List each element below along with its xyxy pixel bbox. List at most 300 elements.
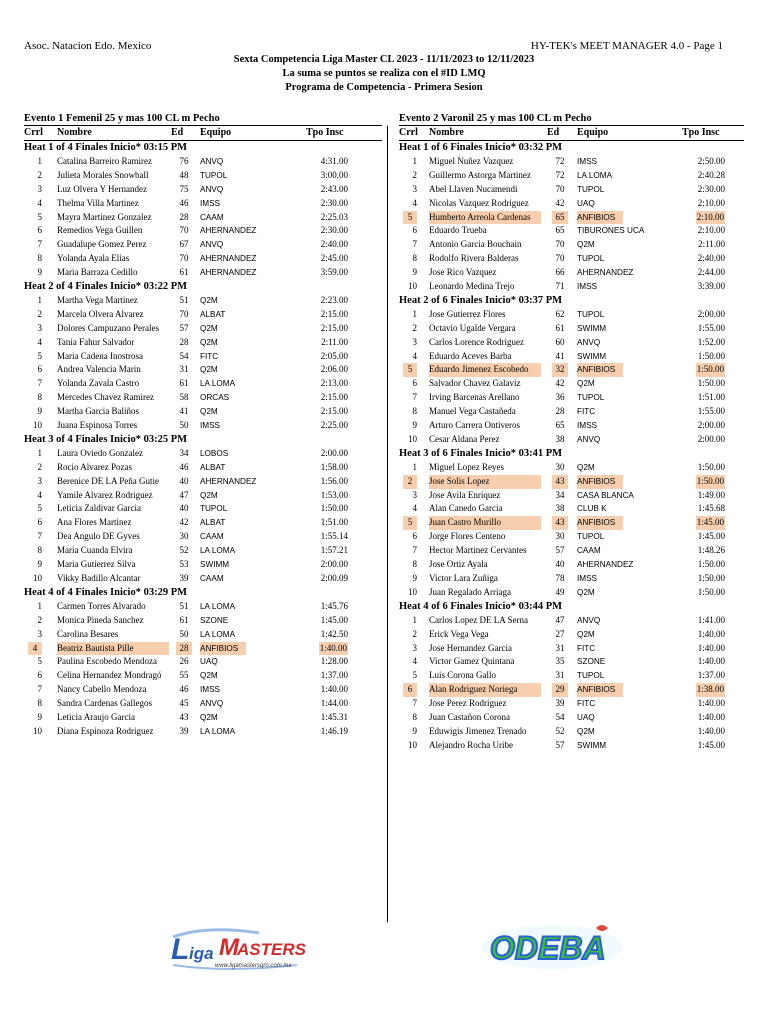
lane-number: 2 [37,308,42,319]
lane-number: 5 [37,211,42,222]
swimmer-name: Juan Castañon Corona [429,711,510,722]
lane-number: 8 [37,253,42,264]
lane-number: 4 [37,336,42,347]
lane-number: 4 [412,656,417,667]
swimmer-name: Irving Barcenas Arellano [429,392,520,403]
seed-time: 1:55.14 [320,531,348,542]
heat-header: Heat 3 of 4 Finales Inicio* 03:25 PM [24,433,188,445]
event-title: Evento 1 Femenil 25 y mas 100 CL m Pecho [24,113,220,124]
swimmer-team: Q2M [577,587,595,597]
seed-time: 1:52.00 [697,336,725,347]
lane-number: 6 [37,517,42,528]
seed-time: 1:48.26 [697,545,725,556]
seed-time: 1:45.76 [320,600,348,611]
swimmer-name: Carmen Torres Alvarado [57,600,146,611]
swimmer-name: Juana Espinosa Torres [57,420,138,431]
swimmer-team: Q2M [577,240,595,250]
lane-number: 8 [412,559,417,570]
heat-header: Heat 1 of 4 Finales Inicio* 03:15 PM [24,142,188,153]
seed-time: 2:00.00 [320,559,348,570]
swimmer-name: Eduwigis Jimenez Trenado [429,725,527,736]
seed-time: 1:55.00 [697,406,725,417]
logo-url: www.ligamastersqro.com.mx [215,963,292,969]
lane-number: 1 [37,447,42,458]
swimmer-team: CAAM [200,573,224,583]
swimmer-age: 61 [555,322,565,333]
swimmer-team: TUPOL [200,504,228,514]
seed-time: 1:37.00 [320,670,348,681]
swimmer-team: TUPOL [577,309,605,319]
meet-title: Sexta Competencia Liga Master CL 2023 - 11/11/2023 to 12/11/2023 [233,54,535,65]
swimmer-age: 43 [552,475,568,489]
table-row [399,572,744,586]
swimmer-team: AHERNANDEZ [577,268,634,278]
table-row [399,725,744,739]
seed-time: 2:40.28 [697,169,725,180]
lane-number: 10 [33,420,42,431]
lane-number: 7 [412,239,417,250]
table-row [24,419,382,433]
swimmer-name: Monica Pineda Sanchez [57,614,144,625]
swimmer-age: 51 [179,600,189,611]
table-row [24,252,382,266]
lane-number: 6 [412,378,417,389]
seed-time: 1:40.00 [320,684,348,695]
seed-time: 2:00.00 [320,447,348,458]
table-row [399,642,744,656]
swimmer-age: 65 [555,225,565,236]
col-header-lane: Crrl [399,127,418,138]
seed-time: 1:58.00 [320,461,348,472]
lane-number: 10 [408,586,417,597]
swimmer-team: IMSS [577,421,598,431]
swimmer-team: TUPOL [577,184,605,194]
seed-time: 1:40.00 [697,628,725,639]
swimmer-name: Alejandro Rocha Uribe [429,739,513,750]
seed-time: 1:28.00 [320,656,348,667]
seed-time: 1:38.00 [696,683,725,697]
table-row [24,475,382,489]
swimmer-age: 28 [179,211,189,222]
swimmer-age: 40 [179,503,189,514]
swimmer-team: ORCAS [200,393,230,403]
table-row [399,336,744,350]
lane-number: 7 [37,239,42,250]
swimmer-name: Victor Lara Zuñiga [429,572,498,583]
swimmer-name: Octavio Ugalde Vergara [429,322,516,333]
swimmer-name: Guadalupe Gomez Perez [57,239,147,250]
swimmer-age: 61 [179,614,189,625]
seed-time: 2:00.00 [697,308,725,319]
lane-number: 1 [412,156,417,166]
lane-number: 4 [28,642,42,656]
swimmer-age: 51 [179,295,189,306]
seed-time: 1:51.00 [697,392,725,403]
session-title: Programa de Competencia - Primera Sesion [285,82,483,93]
seed-time: 1:50.00 [697,461,725,472]
swimmer-team: ALBAT [200,518,226,528]
swimmer-name: Luz Olvera Y Hernandez [57,183,148,194]
swimmer-team: IMSS [577,157,598,166]
swimmer-name: Paulina Escobedo Mendoza [57,656,157,667]
swimmer-team: TUPOL [577,254,605,264]
lane-number: 3 [412,336,417,347]
lane-number: 2 [412,169,417,180]
table-row [399,280,744,294]
lane-number: 2 [37,614,42,625]
seed-time: 2:23.00 [320,295,348,306]
col-header-age: Ed [547,127,560,138]
swimmer-name: Humberto Arreola Cardenas [429,211,541,225]
seed-time: 2:50.00 [697,156,725,166]
seed-time: 2:30.00 [320,197,348,208]
odeba-logo [478,918,626,976]
swimmer-name: Beatriz Bautista Pille [57,642,169,656]
swimmer-name: Juan Regalado Arriaga [429,586,511,597]
lane-number: 6 [412,225,417,236]
table-row [24,238,382,252]
swimmer-name: Jorge Flores Centeno [429,531,506,542]
swimmer-name: Vikky Badillo Alcantar [57,572,141,583]
lane-number: 1 [412,614,417,625]
swimmer-name: Jose Perez Rodriguez [429,698,507,709]
swimmer-age: 43 [179,711,189,722]
swimmer-name: Erick Vega Vega [429,628,489,639]
swimmer-name: Remedios Vega Guillen [57,225,143,236]
swimmer-team: FITC [200,351,219,361]
seed-time: 2:13.00 [320,378,348,389]
table-row [24,211,382,225]
seed-time: 2:45.00 [320,253,348,264]
swimmer-name: Yolanda Ayala Elias [57,253,130,264]
logo-letter-l: L [171,933,190,966]
swimmer-name: Cesar Aldana Perez [429,433,500,444]
col-header-time: Tpo Insc [682,127,720,138]
seed-time: 1:40.00 [697,656,725,667]
table-row [399,502,744,516]
swimmer-name: Andrea Valencia Marin [57,364,141,375]
swimmer-team: CASA BLANCA [577,490,634,500]
liga-masters-logo-graphic [167,921,355,973]
table-row [24,516,382,530]
seed-time: 2:11.00 [321,336,348,347]
swimmer-age: 65 [555,420,565,431]
seed-time: 1:50.00 [696,475,725,489]
seed-time: 1:50.00 [697,378,725,389]
swimmer-team: UAQ [577,198,595,208]
seed-time: 2:06.00 [320,364,348,375]
swimmer-name: Maria Barraza Cedillo [57,267,138,278]
swimmer-name: Jose Gutierrez Flores [429,308,506,319]
lane-number: 3 [37,475,42,486]
swimmer-team: UAQ [577,712,595,722]
seed-time: 2:44.00 [697,267,725,278]
seed-time: 2:15.00 [320,392,348,403]
swimmer-name: Abel Llaven Nucamendi [429,183,518,194]
swimmer-age: 41 [179,406,189,417]
swimmer-name: Yamile Alvarez Rodriguez [57,489,153,500]
swimmer-team: IMSS [200,421,221,431]
meet-subtitle: La suma se puntos se realiza con el #ID LMQ [282,68,486,79]
lane-number: 4 [412,350,417,361]
swimmer-age: 70 [555,239,565,250]
seed-time: 1:41.00 [697,614,725,625]
swimmer-age: 54 [555,711,565,722]
logo-asters: ASTERS [237,940,306,959]
swimmer-age: 46 [179,197,189,208]
table-row [399,739,744,753]
table-row [24,322,382,336]
table-row [399,183,744,197]
swimmer-team: TUPOL [200,170,228,180]
swimmer-team: IMSS [577,573,598,583]
seed-time: 1:45.31 [320,711,348,722]
swimmer-age: 78 [555,572,565,583]
swimmer-age: 50 [179,420,189,431]
swimmer-age: 30 [555,531,565,542]
table-row [399,530,744,544]
seed-time: 3:00.00 [320,169,348,180]
table-row [24,600,382,614]
heat-header: Heat 2 of 6 Finales Inicio* 03:37 PM [399,294,563,306]
swimmer-team: LA LOMA [200,546,236,556]
swimmer-team: ANFIBIOS [577,683,623,697]
swimmer-team: Q2M [577,726,595,736]
swimmer-age: 49 [555,586,565,597]
lane-number: 10 [408,433,417,444]
swimmer-team: FITC [577,643,596,653]
swimmer-name: Mercedes Chavez Ramirez [57,392,154,403]
swimmer-name: Nicolas Vazquez Rodriguez [429,197,529,208]
lane-number: 3 [412,642,417,653]
swimmer-age: 67 [179,239,189,250]
table-row [399,516,744,530]
seed-time: 2:25.03 [320,211,348,222]
swimmer-team: CLUB K [577,504,607,514]
lane-number: 1 [412,308,417,319]
lane-number: 2 [403,475,417,489]
swimmer-team: LA LOMA [200,601,236,611]
swimmer-name: Jose Solis Lopez [429,475,541,489]
table-row [399,363,744,377]
swimmer-age: 54 [179,350,189,361]
table-row [399,391,744,405]
swimmer-age: 31 [179,364,189,375]
swimmer-team: Q2M [200,365,218,375]
swimmer-age: 28 [555,406,565,417]
lane-number: 4 [37,489,42,500]
lane-number: 8 [412,406,417,417]
lane-number: 6 [37,225,42,236]
col-header-age: Ed [171,127,184,138]
seed-time: 2:15.00 [320,406,348,417]
table-row [24,336,382,350]
swimmer-age: 72 [555,156,565,166]
seed-time: 1:57.21 [320,545,348,556]
swimmer-age: 58 [179,392,189,403]
lane-number: 2 [37,169,42,180]
swimmer-age: 76 [179,156,189,166]
table-row [24,377,382,391]
seed-time: 1:51.00 [320,517,348,528]
swimmer-name: Rodolfo Rivera Balderas [429,253,519,264]
column-header [399,125,744,141]
table-row [399,628,744,642]
swimmer-age: 57 [555,739,565,750]
swimmer-age: 40 [179,475,189,486]
table-row [399,266,744,280]
col-header-name: Nombre [57,127,92,138]
swimmer-age: 38 [555,433,565,444]
table-row [24,558,382,572]
table-row [24,725,382,739]
table-row [399,558,744,572]
swimmer-team: SZONE [200,615,229,625]
swimmer-team: ANFIBIOS [577,363,623,377]
swimmer-team: TUPOL [577,393,605,403]
swimmer-age: 46 [179,684,189,695]
swimmer-team: IMSS [577,282,598,292]
swimmer-name: Celina Hernandez Mondragó [57,670,162,681]
swimmer-name: Carlos Lorence Rodriguez [429,336,524,347]
table-row [399,169,744,183]
table-row [399,308,744,322]
swimmer-name: Julieta Morales Snowball [57,169,149,180]
seed-time: 4:31.00 [320,156,348,166]
column-divider [387,126,388,922]
swimmer-age: 72 [555,169,565,180]
seed-time: 1:46.19 [320,725,348,736]
seed-time: 1:42.50 [320,628,348,639]
swimmer-name: Victor Gamez Quintana [429,656,515,667]
lane-number: 7 [37,531,42,542]
swimmer-age: 75 [179,183,189,194]
lane-number: 2 [37,461,42,472]
table-row [399,489,744,503]
swimmer-team: ANVQ [577,337,601,347]
swimmer-name: Maria Cadena Inostrosa [57,350,143,361]
swimmer-age: 36 [555,392,565,403]
event-title: Evento 2 Varonil 25 y mas 100 CL m Pecho [399,113,592,124]
seed-time: 1:50.00 [320,503,348,514]
table-row [24,697,382,711]
lane-number: 1 [37,600,42,611]
seed-time: 2:40.00 [320,239,348,250]
lane-number: 5 [403,516,417,530]
seed-time: 2:25.00 [320,420,348,431]
seed-time: 2:15.00 [320,322,348,333]
lane-number: 9 [37,711,42,722]
swimmer-age: 28 [179,336,189,347]
table-row [24,544,382,558]
seed-time: 1:50.00 [697,572,725,583]
swimmer-age: 70 [179,225,189,236]
swimmer-name: Martha Garcia Baliños [57,406,139,417]
table-row [399,433,744,447]
col-header-lane: Crrl [24,127,43,138]
lane-number: 8 [37,392,42,403]
swimmer-name: Antonio Garcia Bouchain [429,239,522,250]
column-header [24,125,382,141]
table-row [24,655,382,669]
swimmer-age: 41 [555,350,565,361]
swimmer-name: Jose Ortiz Ayala [429,559,488,570]
liga-masters-logo [167,921,355,973]
heat-header: Heat 4 of 4 Finales Inicio* 03:29 PM [24,586,188,598]
lane-number: 6 [403,683,417,697]
swimmer-name: Juan Castro Murillo [429,516,541,530]
lane-number: 10 [408,739,417,750]
table-row [24,308,382,322]
table-row [24,363,382,377]
swimmer-age: 47 [555,614,565,625]
lane-number: 4 [412,503,417,514]
swimmer-team: FITC [577,407,596,417]
seed-time: 2:10.00 [697,197,725,208]
swimmer-team: SWIMM [577,351,607,361]
swimmer-name: Nancy Cabello Mendoza [57,684,147,695]
table-row [24,350,382,364]
swimmer-name: Salvador Chavez Galaviz [429,378,521,389]
swimmer-age: 66 [555,267,565,278]
swimmer-name: Leticia Zaldivar Garcia [57,503,141,514]
seed-time: 3:59.00 [320,267,348,278]
seed-time: 1:49.00 [697,489,725,500]
swimmer-name: Marcela Olvera Alvarez [57,308,144,319]
swimmer-team: ANFIBIOS [577,211,623,225]
swimmer-age: 46 [179,461,189,472]
swimmer-name: Leticia Araujo Garcia [57,711,135,722]
table-row [24,169,382,183]
swimmer-age: 70 [179,308,189,319]
swimmer-age: 61 [179,267,189,278]
lane-number: 9 [37,267,42,278]
swimmer-team: AHERNANDEZ [200,254,257,264]
swimmer-age: 48 [179,169,189,180]
swimmer-name: Guillermo Astorga Martinez [429,169,531,180]
table-row [24,530,382,544]
seed-time: 2:15.00 [320,308,348,319]
swimmer-name: Tania Fahur Salvador [57,336,135,347]
table-row [24,711,382,725]
swimmer-team: Q2M [200,323,218,333]
swimmer-name: Luis Corona Gallo [429,670,496,681]
swimmer-team: SZONE [577,657,606,667]
table-row [24,224,382,238]
swimmer-age: 31 [555,670,565,681]
swimmer-name: Eduardo Trueba [429,225,487,236]
lane-number: 5 [412,670,417,681]
seed-time: 1:40.00 [697,642,725,653]
table-row [399,614,744,628]
header-org: Asoc. Natacion Edo. Mexico [24,40,152,52]
table-row [399,224,744,238]
swimmer-team: LA LOMA [200,379,236,389]
logo-odeba-text: ODEBA [490,930,606,966]
swimmer-age: 28 [176,642,192,656]
seed-time: 2:00.00 [697,433,725,444]
lane-number: 9 [37,406,42,417]
table-row [24,683,382,697]
table-row [24,183,382,197]
swimmer-age: 34 [179,447,189,458]
seed-time: 1:45.00 [697,739,725,750]
lane-number: 4 [412,197,417,208]
seed-time: 1:50.00 [696,363,725,377]
table-row [24,391,382,405]
swimmer-age: 38 [555,503,565,514]
swimmer-age: 47 [179,489,189,500]
